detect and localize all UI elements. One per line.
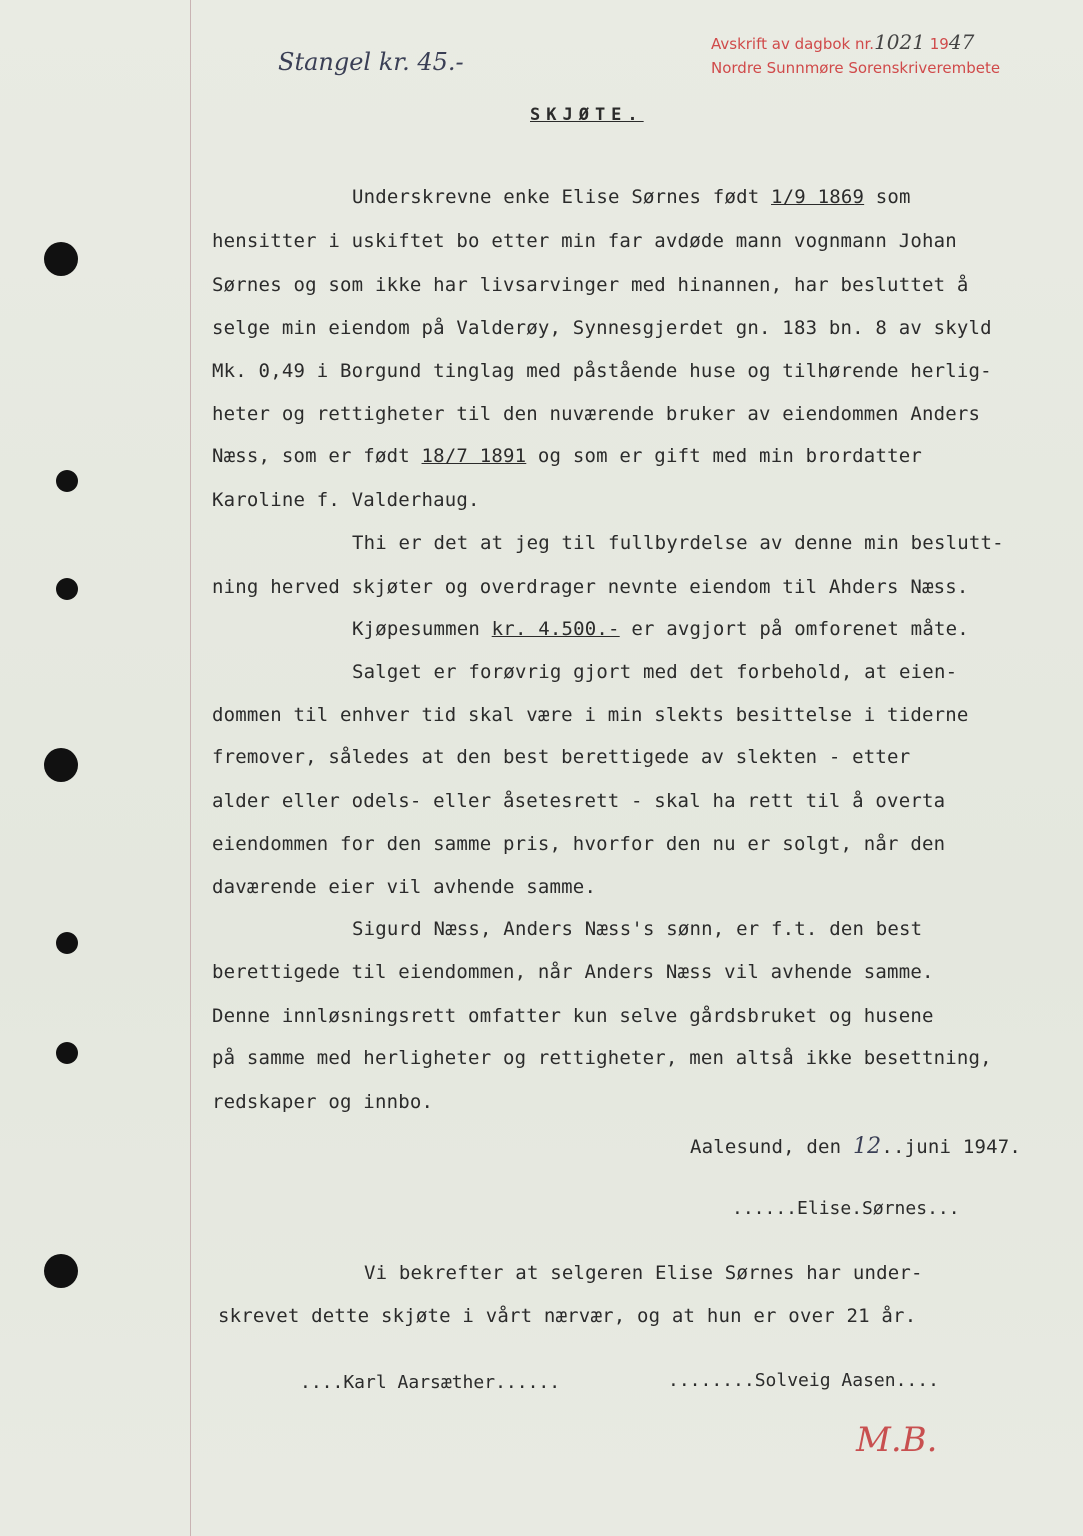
stamp-prefix: Avskrift av dagbok nr.	[711, 35, 875, 53]
birth-date: 1/9 1869	[771, 186, 865, 208]
body-line: hensitter i uskiftet bo etter min far avdøde mann vognmann Johan	[212, 230, 957, 252]
body-line: Mk. 0,49 i Borgund tinglag med påstående huse og tilhørende herlig-	[212, 360, 992, 382]
body-line: fremover, således at den best berettigede av slekten - etter	[212, 746, 911, 768]
body-line: Karoline f. Valderhaug.	[212, 489, 480, 511]
body-line: berettigede til eiendommen, når Anders Næss vil avhende samme.	[212, 961, 934, 983]
body-line: daværende eier vil avhende samme.	[212, 876, 597, 898]
body-line	[352, 618, 969, 640]
punch-hole	[44, 1254, 78, 1288]
body-line: eiendommen for den samme pris, hvorfor den nu er solgt, når den	[212, 833, 946, 855]
punch-hole	[56, 1042, 78, 1064]
birth-date: 18/7 1891	[421, 445, 527, 467]
text: Næss, som er født	[212, 445, 422, 467]
body-line: ning herved skjøter og overdrager nevnte eiendom til Ahders Næss.	[212, 576, 969, 598]
document-title: SKJØTE.	[530, 105, 644, 125]
body-line: Salget er forøvrig gjort med det forbehold, at eien-	[352, 661, 958, 683]
witness-line: Vi bekrefter at selgeren Elise Sørnes har under-	[364, 1262, 923, 1284]
body-line: Thi er det at jeg til fullbyrdelse av denne min beslutt-	[352, 532, 1004, 554]
body-line: redskaper og innbo.	[212, 1091, 434, 1113]
handwritten-initials: M.B.	[856, 1420, 938, 1460]
body-line	[352, 186, 911, 208]
margin-note: Stangel kr. 45.-	[278, 48, 464, 76]
text: Kjøpesummen	[352, 618, 492, 640]
text: som	[864, 186, 911, 208]
witness-line: skrevet dette skjøte i vårt nærvær, og at hun er over 21 år.	[218, 1305, 917, 1327]
punch-hole	[44, 748, 78, 782]
body-line: heter og rettigheter til den nuværende bruker av eiendommen Anders	[212, 403, 981, 425]
seller-signature: ......Elise.Sørnes...	[732, 1198, 960, 1219]
body-line: Sigurd Næss, Anders Næss's sønn, er f.t. den best	[352, 918, 923, 940]
body-line: dommen til enhver tid skal være i min slekts besittelse i tiderne	[212, 704, 969, 726]
stamp-number: 1021	[874, 30, 925, 54]
body-line: selge min eiendom på Valderøy, Synnesgjerdet gn. 183 bn. 8 av skyld	[212, 317, 992, 339]
witness-signature-left: ....Karl Aarsæther......	[300, 1372, 561, 1393]
place-date	[690, 1134, 1021, 1159]
text: Underskrevne enke Elise Sørnes født	[352, 186, 772, 208]
handwritten-day: 12	[852, 1134, 882, 1159]
punch-hole	[56, 932, 78, 954]
stamp-year-suffix: 47	[948, 30, 975, 54]
text: og som er gift med min brordatter	[526, 445, 923, 467]
punch-hole	[56, 470, 78, 492]
text: ..juni 1947.	[881, 1136, 1022, 1158]
punch-hole	[56, 578, 78, 600]
body-line	[212, 445, 922, 467]
witness-signature-right: ........Solveig Aasen....	[668, 1370, 939, 1391]
stamp-year-prefix: 19	[929, 35, 949, 53]
body-line: Denne innløsningsrett omfatter kun selve gårdsbruket og husene	[212, 1005, 934, 1027]
body-line: Sørnes og som ikke har livsarvinger med hinannen, har besluttet å	[212, 274, 969, 296]
body-line: på samme med herligheter og rettigheter, men altså ikke besettning,	[212, 1047, 992, 1069]
stamp-line-1	[711, 30, 1000, 56]
purchase-amount: kr. 4.500.-	[491, 618, 620, 640]
stamp-line-2: Nordre Sunnmøre Sorenskriverembete	[711, 59, 1001, 77]
margin-line	[190, 0, 191, 1536]
text: Aalesund, den	[690, 1136, 853, 1158]
punch-hole	[44, 242, 78, 276]
body-line: alder eller odels- eller åsetesrett - skal ha rett til å overta	[212, 790, 946, 812]
registry-stamp	[711, 30, 1000, 80]
text: er avgjort på omforenet måte.	[619, 618, 969, 640]
